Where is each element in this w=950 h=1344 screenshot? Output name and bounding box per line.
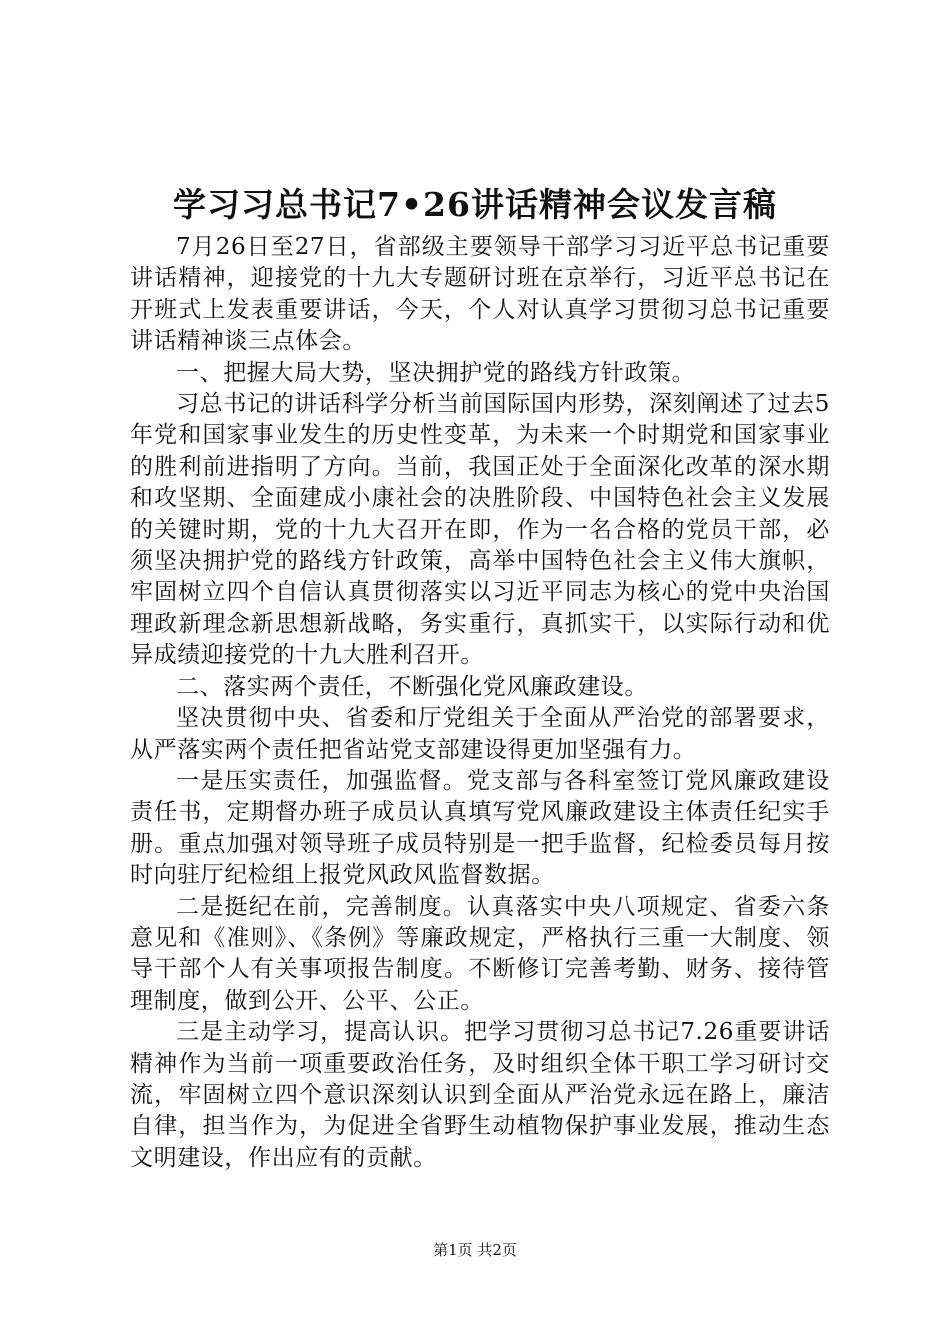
page-footer: 第1页 共2页: [433, 1241, 517, 1259]
paragraph-intro: 7月26日至27日，省部级主要领导干部学习习近平总书记重要讲话精神，迎接党的十九大专题研讨班在京举行，习近平总书记在开班式上发表重要讲话，今天，个人对认真学习贯彻习总书记重要讲话精神谈三点体会。: [130, 234, 830, 355]
section-heading-2: 二、落实两个责任，不断强化党风廉政建设。: [176, 673, 648, 700]
document-title: 学习习总书记7•26讲话精神会议发言稿: [173, 185, 777, 224]
paragraph-section-1: 习总书记的讲话科学分析当前国际国内形势，深刻阐述了过去5年党和国家事业发生的历史性变革，为未来一个时期党和国家事业的胜利前进指明了方向。当前，我国正处于全面深化改革的深水期和攻坚期、全面建成小康社会的决胜阶段、中国特色社会主义发展的关键时期，党的十九大召开在即，作为一名合格的党员干部，必须坚决拥护党的路线方针政策，高举中国特色社会主义伟大旗帜，牢固树立四个自信认真贯彻落实以习近平同志为核心的党中央治国理政新理念新思想新战略，务实重行，真抓实干，以实际行动和优异成绩迎接党的十九大胜利召开。: [130, 391, 830, 669]
paragraph-point-3: 三是主动学习，提高认识。把学习贯彻习总书记7.26重要讲话精神作为当前一项重要政治任务，及时组织全体干职工学习研讨交流，牢固树立四个意识深刻认识到全面从严治党永远在路上，廉洁自律，担当作为，为促进全省野生动植物保护事业发展，推动生态文明建设，作出应有的贡献。: [130, 1019, 830, 1171]
document-body: [130, 232, 830, 1174]
paragraph-point-1: 一是压实责任，加强监督。党支部与各科室签订党风廉政建设责任书，定期督办班子成员认真填写党风廉政建设主体责任纪实手册。重点加强对领导班子成员特别是一把手监督，纪检委员每月按时向驻厅纪检组上报党风政风监督数据。: [130, 767, 830, 889]
paragraph-point-2: 二是挺纪在前，完善制度。认真落实中央八项规定、省委六条意见和《准则》、《条例》等廉政规定，严格执行三重一大制度、领导干部个人有关事项报告制度。不断修订完善考勤、财务、接待管理制度，做到公开、公平、公正。: [130, 893, 830, 1014]
section-heading-1: 一、把握大局大势，坚决拥护党的路线方针政策。: [176, 359, 696, 386]
paragraph-section-2: 坚决贯彻中央、省委和厅党组关于全面从严治党的部署要求，从严落实两个责任把省站党支部建设得更加坚强有力。: [130, 705, 830, 763]
